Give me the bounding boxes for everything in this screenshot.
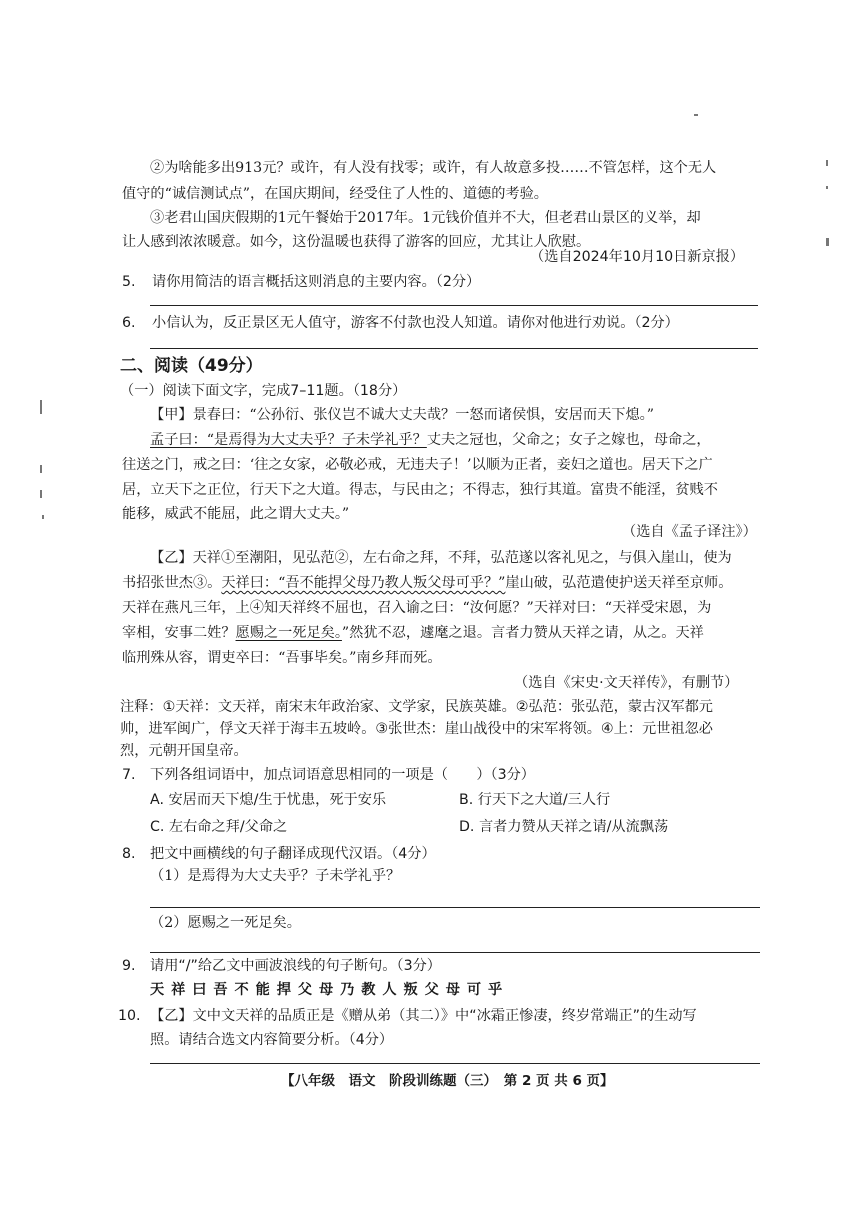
q10-answer-line[interactable] bbox=[150, 1063, 760, 1064]
yi-line-5: 临刑殊从容，谓吏卒曰：“吾事毕矣。”南乡拜而死。 bbox=[122, 650, 442, 666]
notes-line-1: 注释：①天祥：文天祥，南宋末年政治家、文学家，民族英雄。②弘范：张弘范，蒙古汉军都元 bbox=[120, 699, 713, 715]
yi-line-2-rest: 崖山破，弘范遣使护送天祥至京师。 bbox=[505, 575, 733, 591]
q8-number: 8. bbox=[122, 846, 136, 862]
notes-line-3: 烈，元朝开国皇帝。 bbox=[120, 743, 248, 759]
page-footer: 【八年级 语文 阶段训练题（三） 第 2 页 共 6 页】 bbox=[281, 1073, 614, 1089]
q7-option-b[interactable]: B. 行天下之大道/三人行 bbox=[459, 792, 611, 808]
yi-line-4-rest: ”然犹不忍，遽麾之退。言者力赞从天祥之请，从之。天祥 bbox=[341, 625, 704, 641]
q10-line-2: 照。请结合选文内容简要分析。（4分） bbox=[150, 1032, 394, 1048]
jia-line-4: 居，立天下之正位，行天下之大道。得志，与民由之；不得志，独行其道。富贵不能淫，贫贱不 bbox=[122, 482, 718, 498]
q5-number: 5. bbox=[122, 274, 136, 290]
news-paragraph-2-line-1: ②为啥能多出913元？或许，有人没有找零；或许，有人故意多投……不管怎样，这个无人 bbox=[150, 160, 717, 176]
yi-wavy-sentence: 天祥曰：“吾不能捍父母乃教人叛父母可乎？” bbox=[221, 575, 506, 591]
yi-line-4 bbox=[122, 623, 704, 643]
jia-source: （选自《孟子译注》） bbox=[622, 524, 757, 540]
q7-option-d[interactable]: D. 言者力赞从天祥之请/从流飘荡 bbox=[459, 819, 669, 835]
q5-text: 请你用简洁的语言概括这则消息的主要内容。（2分） bbox=[152, 274, 481, 290]
q7-option-c[interactable]: C. 左右命之拜/父命之 bbox=[150, 819, 288, 835]
notes-line-2: 帅，进军闽广，俘文天祥于海丰五坡岭。③张世杰：崖山战役中的宋军将领。④上：元世祖忽必 bbox=[120, 721, 713, 737]
section-2-title: 二、阅读（49分） bbox=[120, 356, 263, 376]
q9-text: 请用“/”给乙文中画波浪线的句子断句。（3分） bbox=[150, 958, 441, 974]
news-paragraph-2-line-2: 值守的“诚信测试点”，在国庆期间，经受住了人性的、道德的考验。 bbox=[122, 186, 548, 202]
q6-number: 6. bbox=[122, 315, 136, 331]
q5-answer-line[interactable] bbox=[150, 305, 758, 306]
q7-option-a[interactable]: A. 安居而天下熄/生于忧患，死于安乐 bbox=[150, 792, 387, 808]
yi-source: （选自《宋史·文天祥传》，有删节） bbox=[514, 675, 739, 691]
q7-number: 7. bbox=[122, 767, 136, 783]
news-paragraph-3-line-1: ③老君山国庆假期的1元午餐始于2017年。1元钱价值并不大，但老君山景区的义举，却 bbox=[150, 210, 701, 226]
q8-sentence-1: （1）是焉得为大丈夫乎？子未学礼乎？ bbox=[150, 868, 401, 884]
q10-line-1: 【乙】文中文天祥的品质正是《赠从弟（其二）》中“冰霜正惨凄，终岁常端正”的生动写 bbox=[150, 1008, 697, 1024]
jia-line-3: 往送之门，戒之曰：‘往之女家，必敬必戒，无违夫子！’以顺为正者，妾妇之道也。居天下之广 bbox=[122, 457, 713, 473]
yi-underlined-sentence: 愿赐之一死足矣。 bbox=[235, 625, 342, 641]
jia-line-1: 【甲】景春曰：“公孙衍、张仪岂不诚大丈夫哉？一怒而诸侯惧，安居而天下熄。” bbox=[150, 407, 654, 423]
jia-underlined-sentence: 孟子曰：“是焉得为大丈夫乎？子未学礼乎？ bbox=[150, 432, 427, 448]
jia-line-2-rest: 丈夫之冠也，父命之；女子之嫁也，母命之， bbox=[426, 432, 711, 448]
q9-number: 9. bbox=[122, 958, 136, 974]
news-source: （选自2024年10月10日新京报） bbox=[530, 249, 745, 265]
part-1-instruction: （一）阅读下面文字，完成7–11题。（18分） bbox=[120, 383, 407, 399]
news-paragraph-3-line-2: 让人感到浓浓暖意。如今，这份温暖也获得了游客的回应，尤其让人欣慰。 bbox=[122, 234, 591, 250]
jia-line-5: 能移，威武不能屈，此之谓大丈夫。” bbox=[122, 506, 350, 522]
q6-answer-line[interactable] bbox=[150, 348, 758, 349]
q7-text: 下列各组词语中，加点词语意思相同的一项是（ ）（3分） bbox=[150, 767, 535, 783]
jia-line-2 bbox=[150, 430, 711, 450]
q8-answer-line-2[interactable] bbox=[150, 952, 760, 953]
yi-line-2-start: 书招张世杰③。 bbox=[122, 575, 222, 591]
yi-line-1: 【乙】天祥①至潮阳，见弘范②，左右命之拜，不拜，弘范遂以客礼见之，与俱入崖山，使为 bbox=[150, 550, 732, 566]
yi-line-4-start: 宰相，安事二姓？ bbox=[122, 625, 236, 641]
q8-answer-line-1[interactable] bbox=[150, 907, 760, 908]
q6-text: 小信认为，反正景区无人值守，游客不付款也没人知道。请你对他进行劝说。（2分） bbox=[152, 315, 679, 331]
q8-sentence-2: （2）愿赐之一死足矣。 bbox=[150, 915, 301, 931]
yi-line-3: 天祥在燕凡三年，上④知天祥终不屈也，召入谕之曰：“汝何愿？”天祥对曰：“天祥受宋恩，为 bbox=[122, 600, 712, 616]
q9-sentence-chars[interactable]: 天 祥 曰 吾 不 能 捍 父 母 乃 教 人 叛 父 母 可 乎 bbox=[150, 982, 504, 998]
q10-number: 10. bbox=[118, 1008, 141, 1024]
yi-line-2 bbox=[122, 573, 732, 593]
q8-text: 把文中画横线的句子翻译成现代汉语。（4分） bbox=[150, 846, 436, 862]
